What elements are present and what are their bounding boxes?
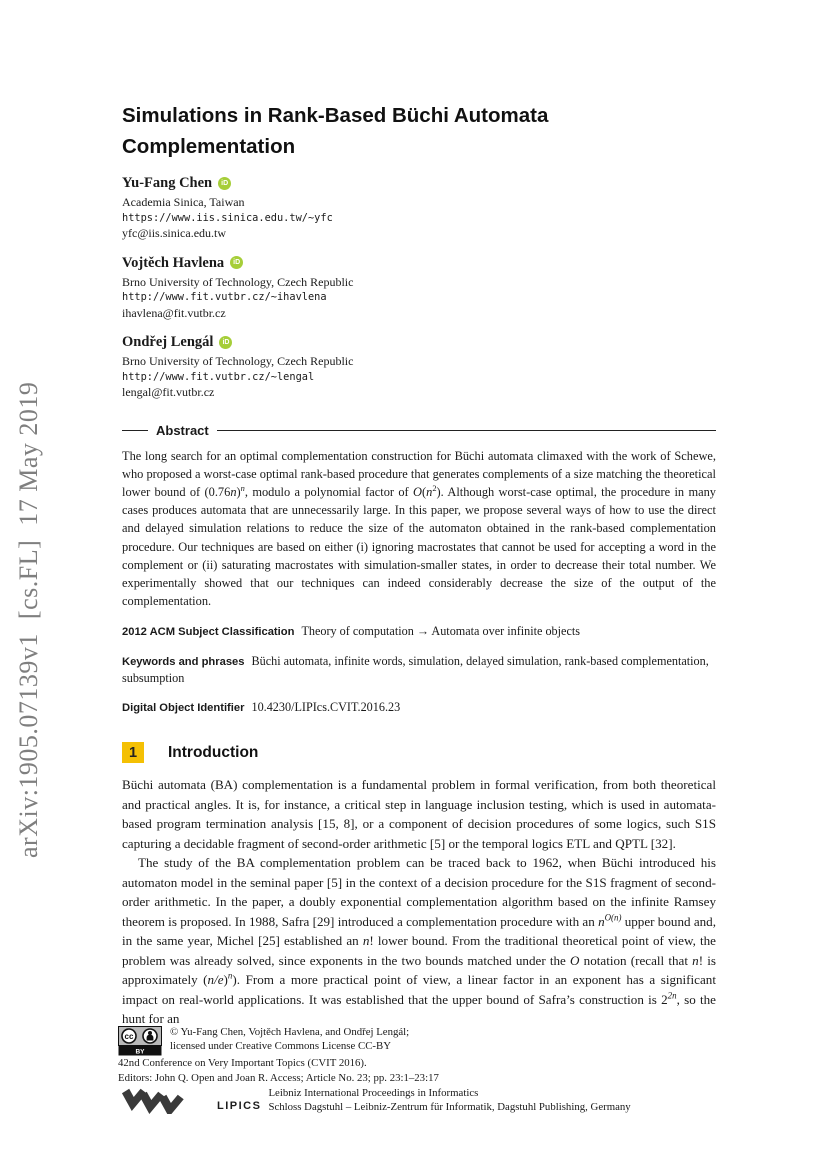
author-homepage-link[interactable]: http://www.fit.vutbr.cz/~ihavlena — [122, 291, 327, 303]
author-name: Vojtěch Havlena — [122, 254, 225, 271]
lipics-series-line: Leibniz International Proceedings in Informatics — [268, 1087, 479, 1099]
author-affiliation: Brno University of Technology, Czech Republic — [122, 354, 354, 368]
arxiv-stamp: arXiv:1905.07139v1 [cs.FL] 17 May 2019 — [14, 381, 43, 859]
section-title: Introduction — [168, 743, 259, 761]
lipics-text-lines — [268, 1087, 630, 1114]
acm-classification-label: 2012 ACM Subject Classification — [122, 626, 295, 639]
keywords-label: Keywords and phrases — [122, 656, 245, 669]
intro-paragraph-1: Büchi automata (BA) complementation is a fundamental problem in formal verification, from both theoretical and practical angles. It is, for instance, a critical step in language inclusion testing, which is used in automata-based program termination analysis [15, 8], or a component of decision procedures of some logics, such S1S capturing a decidable fragment of second-order arithmetic [5] or the temporal logics ETL and QPTL [32]. — [122, 777, 716, 851]
license-block — [118, 1026, 718, 1056]
author-affiliation: Brno University of Technology, Czech Republic — [122, 274, 354, 289]
abstract-heading: Abstract — [156, 422, 209, 438]
paper-title: Simulations in Rank-Based Büchi Automata Complementation — [122, 104, 549, 158]
page-footer — [118, 1026, 718, 1114]
abstract-rule-left — [122, 430, 148, 431]
author-email-link[interactable]: lengal@fit.vutbr.cz — [122, 385, 215, 399]
acm-classification-value: Theory of computation → Automata over infinite objects — [301, 624, 580, 639]
intro-paragraph-2: The study of the BA complementation problem can be traced back to 1962, when Büchi introduced his automaton model in the seminal paper [5] in the context of a decision procedure for the S1S fragment of second-order arithmetic. In the paper, a doubly exponential complementation algorithm based on the infinite Ramsey theorem is proposed. In 1988, Safra [29] introduced a complementation procedure with an $n^{O(n)}$ upper bound and, in the same year, Michel [25] established an n! lower bound. From the traditional theoretical point of view, the problem was already solved, since exponents in the two bounds matched under the O notation (recall that n! is approximately $(n/e)^n$). From a more practical point of view, a linear factor in an exponent has a significant impact on real-world applications. It was established that the upper bound of Safra’s construction is $2^{2n}$, so the hunt for an — [122, 855, 716, 1027]
author-homepage-link[interactable]: http://www.fit.vutbr.cz/~lengal — [122, 370, 315, 383]
doi-label: Digital Object Identifier — [122, 702, 245, 715]
conference-line: 42nd Conference on Very Important Topics (CVIT 2016). — [118, 1057, 367, 1069]
editors-line: Editors: John Q. Open and Joan R. Access; Article No. 23; pp. 23:1–23:17 — [118, 1071, 439, 1084]
svg-text:BY: BY — [135, 1048, 145, 1056]
cc-person-icon — [143, 1029, 157, 1043]
author-name: Yu-Fang Chen — [122, 175, 213, 191]
author-affiliation: Academia Sinica, Taiwan — [122, 195, 245, 209]
abstract-text: The long search for an optimal complementation construction for Büchi automata climaxed with the work of Schewe, who proposed a worst-case optimal rank-based procedure that generates complements of a size matching the theoretical lower bound of $(0.76n)^n$, modulo a polynomial factor of $O(n^2)$. Although worst-case optimal, the procedure in many cases produces automata that are unnecessarily large. In this paper, we propose several ways of how to use the direct and delayed simulation relations to reduce the size of the automaton obtained in the rank-based complementation procedure. Our techniques are based on either (i) ignoring macrostates that cannot be used for accepting a word in the complement or (ii) saturating macrostates with simulation-smaller states, in order to decrease their total number. We experimentally showed that our techniques can indeed considerably decrease the size of the output of the complementation. — [122, 448, 716, 609]
lipics-wordmark: LIPICS — [217, 1099, 262, 1112]
doi-row — [122, 699, 716, 716]
section-heading — [122, 742, 716, 763]
keywords-value: Büchi automata, infinite words, simulation, delayed simulation, rank-based complementation, subsumption — [122, 654, 709, 686]
copyright-line-2: licensed under Creative Commons License CC-BY — [170, 1039, 391, 1052]
author-homepage-link[interactable]: https://www.iis.sinica.edu.tw/~yfc — [122, 211, 333, 224]
paper-content — [122, 0, 716, 1029]
author-email-link[interactable]: ihavlena@fit.vutbr.cz — [122, 305, 226, 320]
copyright-line-1: © Yu-Fang Chen, Vojtěch Havlena, and Ondřej Lengál; — [170, 1026, 410, 1038]
orcid-icon[interactable]: iD — [219, 336, 232, 349]
orcid-icon[interactable]: iD — [218, 177, 231, 190]
svg-text:cc: cc — [124, 1031, 134, 1041]
lipics-block — [118, 1087, 718, 1114]
section-number-badge: 1 — [122, 742, 144, 763]
author-name: Ondřej Lengál — [122, 334, 214, 350]
lipics-logo-icon — [118, 1088, 210, 1114]
author-block — [122, 173, 716, 242]
author-block — [122, 253, 716, 322]
author-email-link[interactable]: yfc@iis.sinica.edu.tw — [122, 226, 227, 240]
orcid-icon[interactable]: iD — [230, 256, 243, 269]
cc-by-license-badge[interactable] — [118, 1026, 162, 1056]
abstract-rule — [122, 423, 716, 438]
lipics-publisher-line: Schloss Dagstuhl – Leibniz-Zentrum für Informatik, Dagstuhl Publishing, Germany — [268, 1100, 631, 1113]
keywords-row — [122, 653, 716, 686]
acm-classification-row — [122, 623, 716, 640]
copyright-lines — [170, 1026, 409, 1056]
abstract-rule-right — [217, 430, 716, 431]
author-block — [122, 332, 716, 401]
doi-link[interactable]: 10.4230/LIPIcs.CVIT.2016.23 — [251, 700, 401, 715]
